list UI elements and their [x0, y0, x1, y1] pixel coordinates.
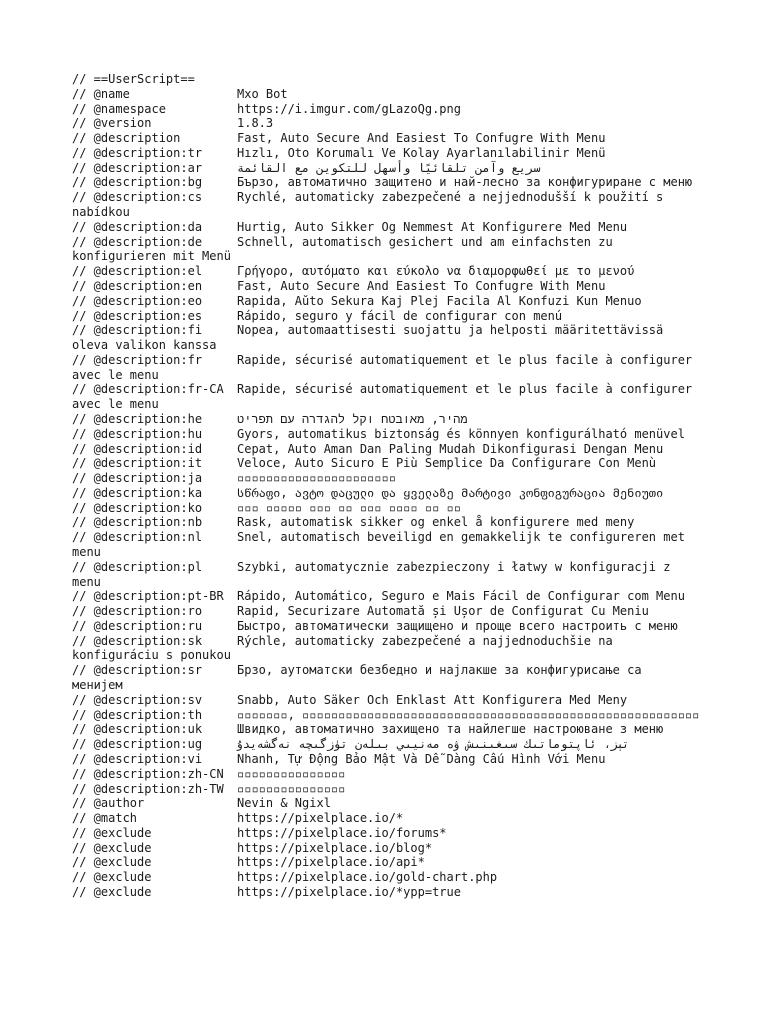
metadata-value: Бързо, автоматично защитено и най-лесно за конфигуриране с меню — [237, 175, 693, 190]
metadata-value: Быстро, автоматически защищено и проще всего настроить с меню — [237, 618, 678, 633]
metadata-key: // @description:he — [72, 411, 203, 426]
metadata-key: // @description:nl — [72, 530, 203, 545]
metadata-lines — [72, 86, 700, 900]
metadata-value: Nevin & Ngixl — [237, 796, 331, 811]
metadata-key: // @description:tr — [72, 145, 203, 160]
metadata-line — [72, 190, 696, 220]
metadata-key: // @exclude — [72, 884, 152, 899]
metadata-line — [72, 811, 696, 826]
metadata-key: // @description:fr-CA — [72, 382, 224, 397]
metadata-line — [72, 501, 696, 516]
metadata-line — [72, 604, 696, 619]
metadata-value: https://pixelplace.io/gold-chart.php — [237, 870, 498, 885]
metadata-key: // @exclude — [72, 825, 152, 840]
metadata-line — [72, 471, 696, 486]
metadata-key: // @description:el — [72, 264, 203, 279]
metadata-line — [72, 634, 696, 664]
metadata-line — [72, 841, 696, 856]
metadata-line — [72, 323, 696, 353]
metadata-value: Gyors, automatikus biztonság és könnyen konfigurálható menüvel — [237, 426, 685, 441]
metadata-value: Rapide, sécurisé automatiquement et le plus facile à configurer avec le menu — [72, 352, 693, 382]
metadata-key: // @description:nb — [72, 515, 203, 530]
metadata-line — [72, 264, 696, 279]
metadata-key: // @description:pl — [72, 559, 203, 574]
metadata-key: // @description:sk — [72, 633, 203, 648]
metadata-line — [72, 693, 696, 708]
metadata-value: Брзо, аутоматски безбедно и најлакше за конфигурисање са менијем — [72, 663, 642, 693]
metadata-key: // @description:zh-CN — [72, 766, 224, 781]
metadata-value: מהיר, מאובטח וקל להגדרה עם תפריט — [237, 411, 468, 426]
metadata-key: // @description — [72, 131, 181, 146]
metadata-value: Rýchle, automaticky zabezpečené a najjednoduchšie na konfiguráciu s ponukou — [72, 633, 613, 663]
metadata-value: Rapida, Aŭto Sekura Kaj Plej Facila Al Konfuzi Kun Menuo — [237, 293, 642, 308]
metadata-value: Mxo Bot — [237, 86, 288, 101]
metadata-key: // @name — [72, 86, 130, 101]
metadata-line — [72, 752, 696, 767]
metadata-value: სწრაფი, ავტო დაცული და ყველაზე მარტივი კონფიგურაცია მენიუთი — [237, 485, 664, 500]
metadata-key: // @description:th — [72, 707, 203, 722]
metadata-value: Rapid, Securizare Automată și Ușor de Configurat Cu Meniu — [237, 604, 649, 619]
metadata-key: // @description:pt-BR — [72, 589, 224, 604]
metadata-line — [72, 131, 696, 146]
metadata-line — [72, 707, 700, 723]
metadata-line — [72, 116, 696, 131]
metadata-key: // @exclude — [72, 870, 152, 885]
metadata-value: https://i.imgur.com/gLazoQg.png — [237, 101, 461, 116]
metadata-line — [72, 294, 696, 309]
metadata-line — [72, 353, 696, 383]
metadata-line — [72, 737, 696, 752]
metadata-line — [72, 456, 696, 471]
metadata-value: 1.8.3 — [237, 116, 274, 131]
metadata-value: Cepat, Auto Aman Dan Paling Mudah Dikonfigurasi Dengan Menu — [237, 441, 664, 456]
metadata-value: سريع وآمن تلقائيًا وأسهل للتكوين مع القائمة — [237, 160, 541, 175]
metadata-key: // @description:en — [72, 278, 203, 293]
metadata-key: // @description:sr — [72, 663, 203, 678]
metadata-key: // @description:hu — [72, 426, 203, 441]
metadata-value: Rápido, seguro y fácil de configurar con menú — [237, 308, 563, 323]
metadata-key: // @description:ro — [72, 604, 203, 619]
metadata-value: ▫▫▫▫▫▫▫, ▫▫▫▫▫▫▫▫▫▫▫▫▫▫▫▫▫▫▫▫▫▫▫▫▫▫▫▫▫▫▫▫▫▫▫▫▫▫▫▫▫▫▫▫▫▫▫▫▫▫▫▫▫▫▫ — [237, 707, 700, 722]
metadata-key: // @description:de — [72, 234, 203, 249]
metadata-value: https://pixelplace.io/api* — [237, 855, 425, 870]
metadata-key: // @description:es — [72, 308, 203, 323]
metadata-line — [72, 382, 696, 412]
metadata-value: ▫▫▫▫▫▫▫▫▫▫▫▫▫▫▫ — [237, 766, 346, 781]
metadata-line — [72, 87, 696, 102]
metadata-line — [72, 486, 696, 501]
metadata-key: // @description:vi — [72, 751, 203, 766]
metadata-line — [72, 855, 696, 870]
metadata-key: // @exclude — [72, 855, 152, 870]
metadata-key: // @description:cs — [72, 190, 203, 205]
metadata-value: Rask, automatisk sikker og enkel å konfigurere med meny — [237, 515, 635, 530]
metadata-line — [72, 220, 696, 235]
metadata-line — [72, 663, 696, 693]
metadata-key: // @description:it — [72, 456, 203, 471]
metadata-line — [72, 279, 696, 294]
metadata-value: Szybki, automatycznie zabezpieczony i łatwy w konfiguracji z menu — [72, 559, 671, 589]
metadata-value: https://pixelplace.io/forums* — [237, 825, 447, 840]
metadata-line — [72, 309, 696, 324]
metadata-line — [72, 530, 696, 560]
metadata-value: Snel, automatisch beveiligd en gemakkelijk te configureren met menu — [72, 530, 685, 559]
metadata-line — [72, 885, 696, 900]
metadata-line — [72, 442, 696, 457]
metadata-key: // @version — [72, 116, 152, 131]
metadata-value: ▫▫▫▫▫▫▫▫▫▫▫▫▫▫▫▫▫▫▫▫▫▫ — [237, 471, 396, 486]
metadata-key: // @description:sv — [72, 692, 203, 707]
metadata-line — [72, 515, 696, 530]
metadata-key: // @description:zh-TW — [72, 781, 224, 796]
metadata-value: Γρήγορο, αυτόματο και εύκολο να διαμορφωθεί με το μενού — [237, 264, 635, 279]
metadata-line — [72, 722, 696, 737]
metadata-value: Veloce, Auto Sicuro E Più Semplice Da Configurare Con Menù — [237, 456, 657, 471]
metadata-value: Snabb, Auto Säker Och Enklast Att Konfigurera Med Meny — [237, 692, 628, 707]
metadata-line — [72, 619, 696, 634]
metadata-value: Hızlı, Oto Korumalı Ve Kolay Ayarlanılabilinir Menü — [237, 145, 606, 160]
metadata-value: Rychlé, automaticky zabezpečené a nejjednodušší k použití s nabídkou — [72, 190, 664, 220]
metadata-value: Hurtig, Auto Sikker Og Nemmest At Konfigurere Med Menu — [237, 219, 628, 234]
metadata-line — [72, 870, 696, 885]
metadata-key: // @author — [72, 796, 145, 811]
metadata-value: Швидко, автоматично захищено та найлегше настроюване з меню — [237, 722, 664, 737]
metadata-key: // @description:ko — [72, 500, 203, 515]
metadata-value: https://pixelplace.io/*ypp=true — [237, 884, 461, 899]
metadata-key: // @description:da — [72, 219, 203, 234]
metadata-value: Nhanh, Tự Động Bảo Mật Và Dễ Dàng Cấu Hình Với Menu — [237, 751, 606, 766]
header-marker-text: // ==UserScript== — [72, 72, 195, 86]
metadata-key: // @namespace — [72, 101, 166, 116]
metadata-key: // @description:fi — [72, 323, 203, 338]
metadata-line — [72, 102, 696, 117]
metadata-line — [72, 796, 696, 811]
metadata-value: https://pixelplace.io/* — [237, 811, 404, 826]
metadata-key: // @description:eo — [72, 293, 203, 308]
metadata-key: // @exclude — [72, 840, 152, 855]
metadata-value: Rapide, sécurisé automatiquement et le plus facile à configurer avec le menu — [72, 382, 693, 412]
metadata-value: تېز، ئاپتوماتىك سىغىنىش ۋە مەنيىي بىلەن تۈزگىچە نەگشەيدۇ — [237, 737, 630, 752]
metadata-line — [72, 146, 696, 161]
metadata-line — [72, 589, 696, 604]
metadata-line — [72, 175, 696, 190]
metadata-line — [72, 161, 696, 176]
metadata-key: // @description:id — [72, 441, 203, 456]
metadata-line — [72, 427, 696, 442]
metadata-value: Nopea, automaattisesti suojattu ja helposti määritettävissä oleva valikon kanssa — [72, 323, 664, 353]
metadata-value: ▫▫▫▫▫▫▫▫▫▫▫▫▫▫▫ — [237, 781, 346, 796]
metadata-line — [72, 412, 696, 427]
metadata-key: // @description:ka — [72, 485, 203, 500]
metadata-key: // @description:ar — [72, 160, 203, 175]
metadata-value: Schnell, automatisch gesichert und am einfachsten zu konfigurieren mit Menü — [72, 234, 613, 264]
metadata-value: Fast, Auto Secure And Easiest To Confugre With Menu — [237, 278, 606, 293]
metadata-key: // @description:ug — [72, 737, 203, 752]
userscript-open-marker — [72, 72, 696, 87]
metadata-value: https://pixelplace.io/blog* — [237, 840, 433, 855]
metadata-key: // @match — [72, 811, 138, 826]
metadata-value: Rápido, Automático, Seguro e Mais Fácil de Configurar com Menu — [237, 589, 685, 604]
metadata-line — [72, 826, 696, 841]
metadata-value: ▫▫▫ ▫▫▫▫▫ ▫▫▫ ▫▫ ▫▫▫ ▫▫▫▫ ▫▫ ▫▫ — [237, 500, 461, 515]
metadata-key: // @description:fr — [72, 352, 203, 367]
metadata-key: // @description:ja — [72, 471, 203, 486]
metadata-value: Fast, Auto Secure And Easiest To Confugre With Menu — [237, 131, 606, 146]
metadata-key: // @description:uk — [72, 722, 203, 737]
userscript-header-document — [72, 72, 700, 900]
metadata-line — [72, 235, 696, 265]
metadata-line — [72, 782, 696, 797]
metadata-line — [72, 767, 696, 782]
metadata-key: // @description:bg — [72, 175, 203, 190]
metadata-line — [72, 560, 696, 590]
metadata-key: // @description:ru — [72, 618, 203, 633]
